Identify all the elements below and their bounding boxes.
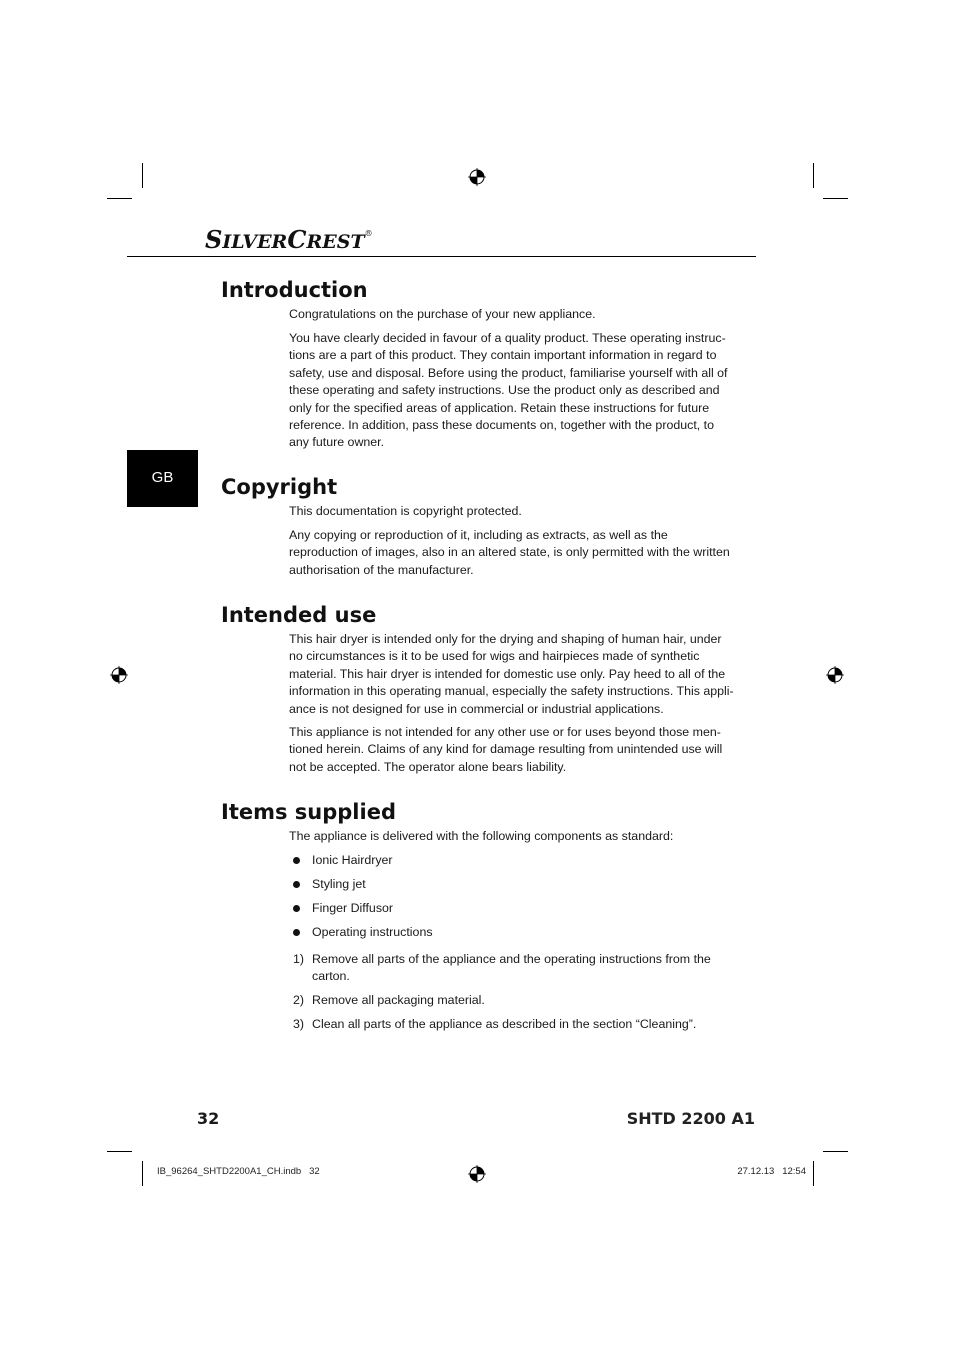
crop-mark <box>813 1161 814 1186</box>
paragraph: You have clearly decided in favour of a quality product. These operating instruc-tions are a part of this product. They contain important information in regard to safety, use and disposal. Before using the product, familiarise yourself with all of these operating and safety instructions. Use the product only as described and only for the specified areas of application. Retain these instructions for future reference. In addition, pass these documents on, together with the product, to any future owner. <box>289 331 728 450</box>
print-date-slug: 27.12.13 12:54 <box>737 1166 806 1177</box>
paragraph: This hair dryer is intended only for the drying and shaping of human hair, under no circumstances is it to be used for wigs and hairpieces made of synthetic material. This hair dryer is intended for domestic use only. Pay heed to all of the information in this operating manual, especially the safety instructions. This appli-ance is not designed for use in commercial or industrial applications. <box>289 632 734 716</box>
step-text: Remove all packaging material. <box>312 993 485 1007</box>
brand-logo <box>205 219 373 257</box>
language-tab: GB <box>127 450 198 507</box>
bullet-icon <box>293 857 300 864</box>
step-number: 1) <box>293 952 305 966</box>
list-item-text: Styling jet <box>312 877 366 891</box>
logo-letters: ILVER <box>222 231 288 253</box>
print-file-slug: IB_96264_SHTD2200A1_CH.indb 32 <box>157 1166 320 1177</box>
crop-mark <box>107 198 132 199</box>
paragraph: The appliance is delivered with the following components as standard: <box>289 829 674 843</box>
list-item-text: Finger Diffusor <box>312 901 394 915</box>
registration-mark-icon <box>826 666 844 684</box>
crop-mark <box>823 198 848 199</box>
list-item-text: Ionic Hairdryer <box>312 853 393 867</box>
step-number: 3) <box>293 1017 305 1031</box>
logo-letters: REST <box>306 231 365 253</box>
logo-letter: C <box>287 225 307 254</box>
page-number: 32 <box>197 1109 220 1128</box>
crop-mark <box>823 1151 848 1152</box>
section-heading-items-supplied: Items supplied <box>221 800 396 824</box>
crop-mark <box>107 1151 132 1152</box>
section-heading-copyright: Copyright <box>221 475 338 499</box>
registered-mark: ® <box>364 229 373 238</box>
bullet-icon <box>293 881 300 888</box>
bullet-icon <box>293 905 300 912</box>
paragraph: This appliance is not intended for any other use or for uses beyond those men-tioned herein. Claims of any kind for damage resulting from unintended use will not be accepted. The operator alone bears liability. <box>289 725 723 774</box>
section-heading-introduction: Introduction <box>221 278 368 302</box>
bullet-icon <box>293 929 300 936</box>
list-item-text: Operating instructions <box>312 925 433 939</box>
step-text: Clean all parts of the appliance as described in the section “Cleaning”. <box>312 1017 697 1031</box>
logo-letter: S <box>205 225 223 254</box>
paragraph: Congratulations on the purchase of your new appliance. <box>289 307 596 321</box>
registration-mark-icon <box>468 168 486 186</box>
paragraph: This documentation is copyright protected. <box>289 504 522 518</box>
registration-mark-icon <box>468 1165 486 1183</box>
paragraph: Any copying or reproduction of it, including as extracts, as well as the reproduction of images, also in an altered state, is only permitted with the written authorisation of the manufacturer. <box>289 528 730 577</box>
model-number: SHTD 2200 A1 <box>626 1109 755 1128</box>
step-number: 2) <box>293 993 305 1007</box>
section-heading-intended-use: Intended use <box>221 603 377 627</box>
header-rule <box>127 256 756 257</box>
step-text: Remove all parts of the appliance and the operating instructions from the carton. <box>312 952 711 984</box>
crop-mark <box>142 163 143 188</box>
crop-mark <box>142 1161 143 1186</box>
registration-mark-icon <box>110 666 128 684</box>
crop-mark <box>813 163 814 188</box>
